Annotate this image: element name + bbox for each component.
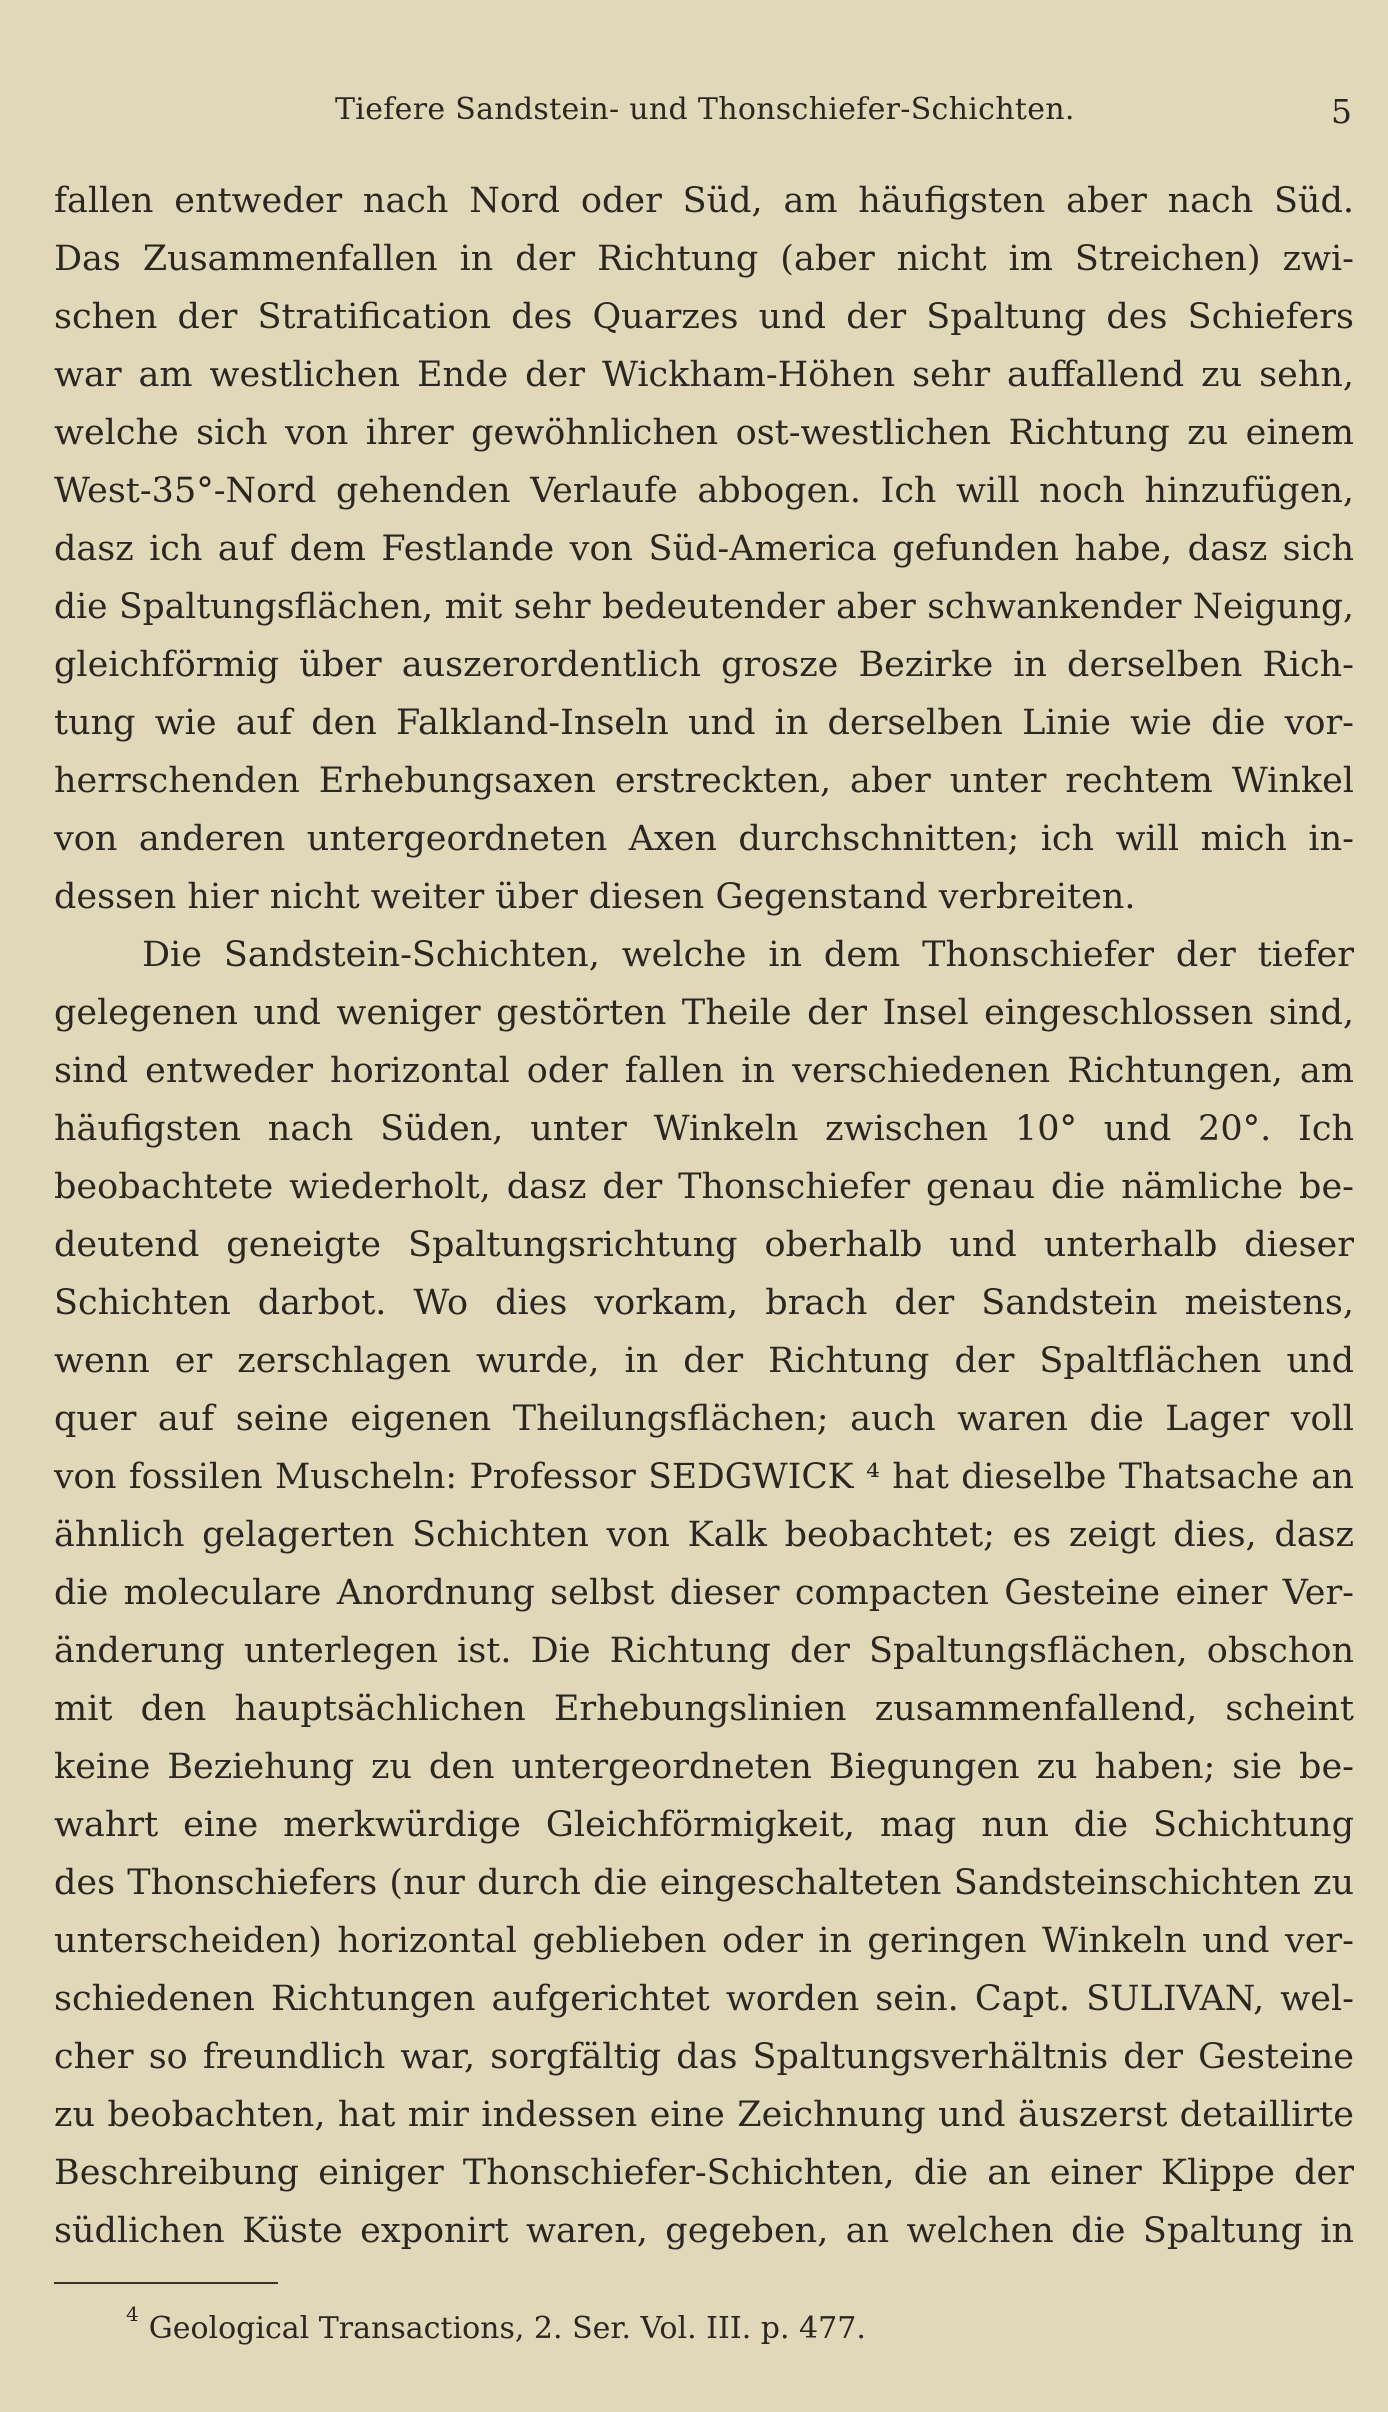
text-line: deutend geneigte Spaltungsrichtung oberhalb und unterhalb dieser (54, 1225, 1354, 1265)
text-line: wenn er zerschlagen wurde, in der Richtung der Spaltflächen und (54, 1341, 1354, 1381)
text-line: südlichen Küste exponirt waren, gegeben, an welchen die Spaltung in (54, 2211, 1354, 2251)
footnote-marker: 4 (126, 2302, 139, 2326)
body-text (54, 172, 1354, 2260)
text-line: gleichförmig über auszerordentlich grosze Bezirke in derselben Rich- (54, 645, 1354, 685)
text-line: wahrt eine merkwürdige Gleichförmigkeit, mag nun die Schichtung (54, 1805, 1354, 1845)
text-line: keine Beziehung zu den untergeordneten Biegungen zu haben; sie be- (54, 1747, 1354, 1787)
page-number: 5 (1331, 92, 1352, 131)
footnote (126, 2302, 866, 2346)
text-line: von fossilen Muscheln: Professor SEDGWICK ⁴ hat dieselbe Thatsache an (54, 1457, 1354, 1497)
text-line: häufigsten nach Süden, unter Winkeln zwischen 10° und 20°. Ich (54, 1109, 1354, 1149)
text-line: die moleculare Anordnung selbst dieser compacten Gesteine einer Ver- (54, 1573, 1354, 1613)
running-head (0, 92, 1388, 142)
text-line: von anderen untergeordneten Axen durchschnitten; ich will mich in- (54, 819, 1354, 859)
text-line: gelegenen und weniger gestörten Theile der Insel eingeschlossen sind, (54, 993, 1354, 1033)
text-line: Schichten darbot. Wo dies vorkam, brach der Sandstein meistens, (54, 1283, 1354, 1323)
text-line: schen der Stratification des Quarzes und der Spaltung des Schiefers (54, 297, 1354, 337)
text-line: unterscheiden) horizontal geblieben oder in geringen Winkeln und ver- (54, 1921, 1354, 1961)
text-line: schiedenen Richtungen aufgerichtet worden sein. Capt. SULIVAN, wel- (54, 1979, 1354, 2019)
text-line: ähnlich gelagerten Schichten von Kalk beobachtet; es zeigt dies, dasz (54, 1515, 1354, 1555)
text-line: herrschenden Erhebungsaxen erstreckten, aber unter rechtem Winkel (54, 761, 1354, 801)
text-line: die Spaltungsflächen, mit sehr bedeutender aber schwankender Neigung, (54, 587, 1354, 627)
text-line: fallen entweder nach Nord oder Süd, am häufigsten aber nach Süd. (54, 181, 1354, 221)
text-line: mit den hauptsächlichen Erhebungslinien zusammenfallend, scheint (54, 1689, 1354, 1729)
paragraph-start-line: Die Sandstein-Schichten, welche in dem Thonschiefer der tiefer (142, 935, 1354, 975)
text-line: quer auf seine eigenen Theilungsflächen; auch waren die Lager voll (54, 1399, 1354, 1439)
text-line: tung wie auf den Falkland-Inseln und in derselben Linie wie die vor- (54, 703, 1354, 743)
text-line: West-35°-Nord gehenden Verlaufe abbogen. Ich will noch hinzufügen, (54, 471, 1354, 511)
footnote-divider (54, 2282, 278, 2284)
text-line: des Thonschiefers (nur durch die eingeschalteten Sandsteinschichten zu (54, 1863, 1354, 1903)
text-line: zu beobachten, hat mir indessen eine Zeichnung und äuszerst detaillirte (54, 2095, 1354, 2135)
text-line: sind entweder horizontal oder fallen in verschiedenen Richtungen, am (54, 1051, 1354, 1091)
paragraph-end-line: dessen hier nicht weiter über diesen Gegenstand verbreiten. (54, 877, 1136, 917)
text-line: Das Zusammenfallen in der Richtung (aber nicht im Streichen) zwi- (54, 239, 1354, 279)
text-line: war am westlichen Ende der Wickham-Höhen sehr auffallend zu sehn, (54, 355, 1354, 395)
text-line: welche sich von ihrer gewöhnlichen ost-westlichen Richtung zu einem (54, 413, 1354, 453)
text-line: dasz ich auf dem Festlande von Süd-America gefunden habe, dasz sich (54, 529, 1354, 569)
footnote-text: Geological Transactions, 2. Ser. Vol. III. p. 477. (148, 2311, 866, 2346)
text-line: beobachtete wiederholt, dasz der Thonschiefer genau die nämliche be- (54, 1167, 1354, 1207)
running-head-title: Tiefere Sandstein- und Thonschiefer-Schichten. (335, 92, 1075, 127)
text-line: änderung unterlegen ist. Die Richtung der Spaltungsflächen, obschon (54, 1631, 1354, 1671)
text-line: Beschreibung einiger Thonschiefer-Schichten, die an einer Klippe der (54, 2153, 1354, 2193)
text-line: cher so freundlich war, sorgfältig das Spaltungsverhältnis der Gesteine (54, 2037, 1354, 2077)
